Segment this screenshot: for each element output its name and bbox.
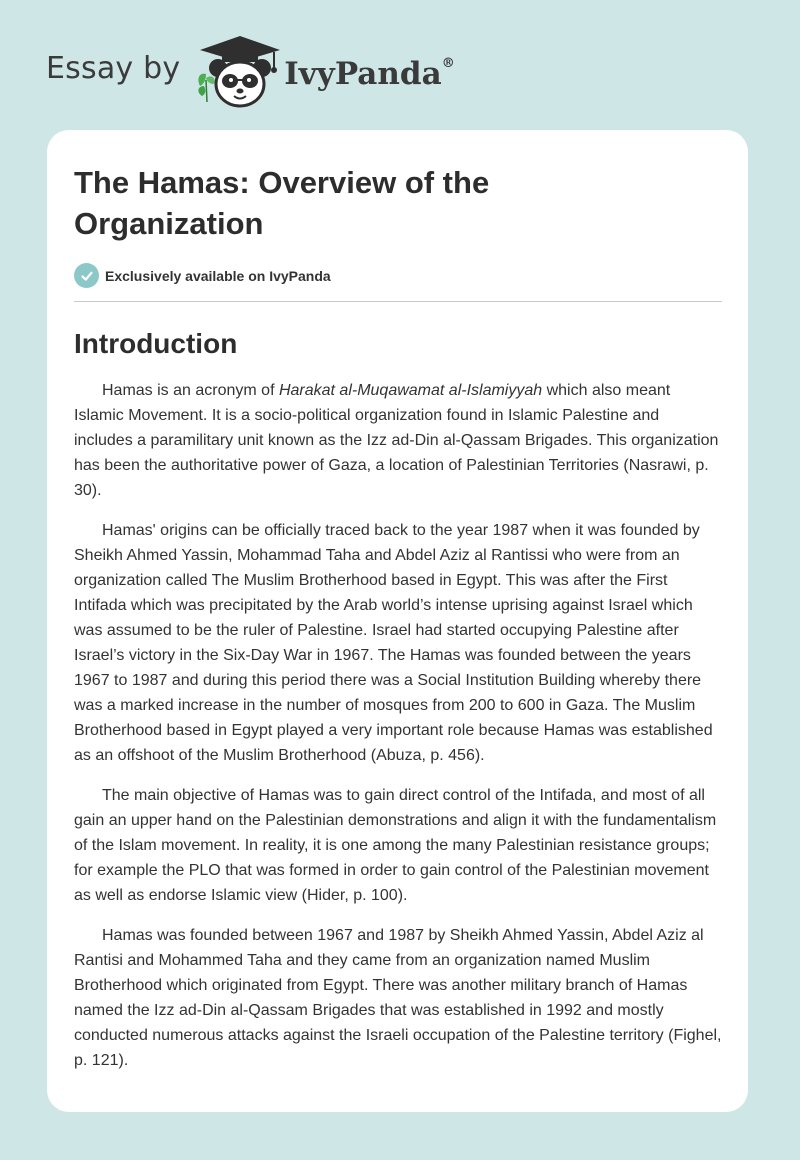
brand-name: IvyPanda® (284, 55, 455, 92)
site-brand[interactable] (46, 34, 455, 110)
paragraph-1: Hamas is an acronym of Harakat al-Muqawamat al-Islamiyyah which also meant Islamic Movement. It is a socio-political organization found in Islamic Palestine and includes a paramilitary unit known as the Izz ad-Din al-Qassam Brigades. This organization has been the authoritative power of Gaza, a location of Palestinian Territories (Nasrawi, p. 30). (74, 382, 719, 499)
section-heading-introduction: Introduction (74, 328, 238, 359)
leaf-icon (199, 74, 215, 102)
italic-term: Harakat al-Muqawamat al-Islamiyyah (278, 382, 543, 399)
paragraph-3: The main objective of Hamas was to gain direct control of the Intifada, and most of all gain an upper hand on the Palestinian demonstrations and align it with the fundamentalism of the Islam movement. In reality, it is one among the many Palestinian resistance groups; for example the PLO that was formed in order to gain control of the Palestinian movement as well as endorse Islamic view (Hider, p. 100). (74, 787, 717, 904)
exclusive-badge (74, 263, 722, 288)
essay-card (47, 130, 748, 1112)
title-divider (74, 301, 722, 302)
essay-title: The Hamas: Overview of the Organization (74, 165, 490, 241)
essay-body (74, 378, 722, 1073)
panda-graduate-icon (194, 34, 286, 110)
paragraph-2: Hamas' origins can be officially traced back to the year 1987 when it was founded by Sheikh Ahmed Yassin, Mohammad Taha and Abdel Aziz al Rantissi who were from an organization called The Muslim Brotherhood based in Egypt. This was after the First Intifada which was precipitated by the Arab world’s intense uprising against Israel which was assumed to be the ruler of Palestine. Israel had started occupying Palestine after Israel’s victory in the Six-Day War in 1967. The Hamas was founded between the years 1967 to 1987 and during this period there was a Social Institution Building whereby there was a marked increase in the number of mosques from 200 to 600 in Gaza. The Muslim Brotherhood based in Egypt played a very important role because Hamas was established as an offshoot of the Muslim Brotherhood (Abuza, p. 456). (74, 522, 713, 764)
exclusive-badge-text: Exclusively available on IvyPanda (105, 267, 331, 284)
paragraph-4: Hamas was founded between 1967 and 1987 by Sheikh Ahmed Yassin, Abdel Aziz al Rantisi and Mohammed Taha and they came from an organization named Muslim Brotherhood which originated from Egypt. There was another military branch of Hamas named the Izz ad-Din al-Qassam Brigades that was established in 1992 and mostly conducted numerous attacks against the Israeli occupation of the Palestine territory (Fighel, p. 121). (74, 927, 722, 1069)
check-icon (74, 263, 99, 288)
brand-prefix: Essay by (46, 50, 181, 86)
registered-mark: ® (441, 55, 455, 71)
